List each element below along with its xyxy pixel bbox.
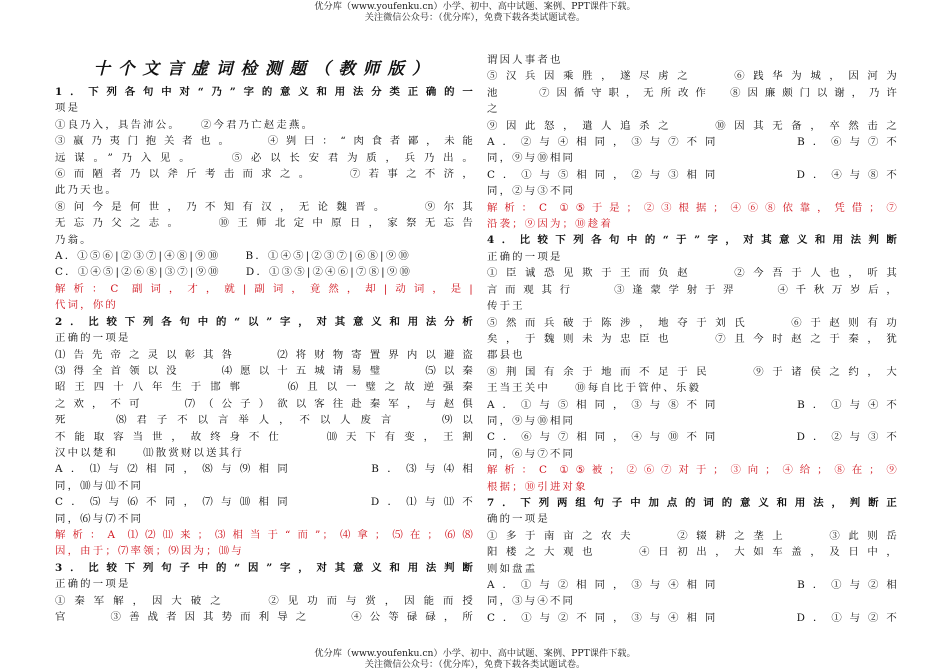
text-line: 昭王四十八年生于邯郸 ⑹且以一璧之故逆强秦	[55, 381, 475, 394]
text-line: 同，⑥与⑦不同	[487, 447, 576, 460]
text-line: ③嬴乃夷门抱关者也。 ④刿曰：“肉食者鄙，未能	[55, 135, 475, 148]
text-line: 同，②与③不同	[487, 185, 576, 198]
left-column	[55, 56, 475, 625]
text-line: 远谋。”乃入见。 ⑤必以长安君为质，兵乃出。	[55, 151, 475, 164]
text-line: ①良乃入，具告沛公。 ②今君乃亡赵走燕。	[55, 118, 315, 131]
answer-analysis-line: 代词，你的	[55, 299, 118, 312]
text-line: ⑨因此怒，遣人追杀之 ⑩因其无备，卒然击之	[487, 119, 899, 132]
text-line: 无忘乃父之志。 ⑩王师北定中原日，家祭无忘告	[55, 217, 475, 230]
answer-analysis-line: 解析：C ①⑤被；②⑥⑦对于；③向；④给；⑧在；⑨	[487, 464, 899, 477]
text-line: C．①与②不同，③与④相同 D．①与②不	[487, 611, 899, 624]
header-line-2: 关注微信公众号：（优分库），免费下载各类试题试卷。	[364, 12, 586, 23]
text-line: A．①与②相同，③与④相同 B．①与②相	[487, 579, 899, 591]
text-line: 项是	[55, 102, 81, 115]
text-line: 死 ⑻君子不以言举人，不以人废言 ⑼以	[55, 414, 475, 427]
text-line: 王当王关中 ⑩每自比于管仲、乐毅	[487, 382, 702, 395]
question-stem-line: 1．下列各句中对“乃”字的意义和用法分类正确的一	[55, 86, 475, 98]
text-line: 之	[487, 103, 500, 116]
text-line: ①臣诚恐见欺于王而负赵 ②今吾于人也，听其	[487, 267, 899, 280]
text-line: ⑴告先帝之灵以彰其咎 ⑵将财物寄置界内以避盗	[55, 348, 475, 361]
question-stem-line: 3．比较下列句子中的“因”字，对其意义和用法判断	[55, 561, 475, 574]
answer-analysis-line: 解析：C ①⑤于是；②③根据；④⑥⑧依靠，凭借；⑦	[487, 201, 899, 214]
question-stem-line: 2．比较下列各句中的“以”字，对其意义和用法分析	[55, 315, 475, 328]
text-line: A．②与④相同，③与⑦不同 B．⑥与⑦不	[487, 136, 899, 149]
answer-analysis-line: 解析：A ⑴⑵⑾来；⑶相当于“而”；⑷拿；⑸在；⑹⑻	[55, 528, 475, 541]
footer-line-1: 优分库（www.youfenku.cn）小学、初中、高中试题、案例、PPT课件下载。	[314, 648, 636, 659]
text-line: C．①④⑤|②⑥⑧|③⑦|⑨⑩ D．①③⑤|②④⑥|⑦⑧|⑨⑩	[55, 266, 413, 279]
right-column-body	[487, 52, 899, 626]
text-line: 传于王	[487, 300, 525, 313]
text-line: 郡县也	[487, 349, 525, 362]
answer-analysis-line: 根据；⑩引进对象	[487, 480, 588, 493]
text-line: 正确的一项是	[55, 578, 131, 591]
text-line: 池 ⑦因循守职，无所改作 ⑧因廉颇门以谢，乃许	[487, 86, 899, 99]
answer-analysis-line: 因，由于；⑺率领；⑼因为；⑽与	[55, 545, 244, 558]
text-line: 正确的一项是	[55, 332, 131, 345]
page-footer-watermark	[0, 648, 950, 670]
text-line: 之欢，不可 ⑺（公子）欲以客往赴秦军，与赵俱	[55, 397, 475, 410]
text-line: 阳楼之大观也 ④日初出，大如车盖，及日中，	[487, 546, 899, 559]
text-line: 此乃天也。	[55, 184, 118, 197]
text-line: 同，⑨与⑩相同	[487, 414, 576, 427]
text-line: ①多于南亩之农夫 ②辍耕之垄上 ③此则岳	[487, 529, 899, 542]
text-line: 谓因人事者也	[487, 54, 563, 66]
text-line: 同，⑽与⑾不同	[55, 479, 144, 492]
answer-analysis-line: 沿袭；⑨因为；⑩趁着	[487, 218, 613, 231]
text-line: 汉中以楚和 ⑾散赏财以送其行	[55, 446, 244, 459]
text-line: 则如盘盂	[487, 562, 538, 575]
header-line-1: 优分库（www.youfenku.cn）小学、初中、高中试题、案例、PPT课件下载。	[314, 1, 636, 12]
text-line: 同，⑹与⑺不同	[55, 512, 144, 525]
text-line: ⑧荆国有余于地而不足于民 ⑨于诸侯之约，大	[487, 365, 899, 378]
document-title: 十个文言虚词检测题（教师版）	[93, 59, 437, 78]
text-line: C．⑸与⑹不同，⑺与⑽相同 D．⑴与⑾不	[55, 496, 475, 509]
text-line: 确的一项是	[487, 513, 550, 526]
text-line: A．⑴与⑵相同，⑻与⑼相同 B．⑶与⑷相	[55, 463, 475, 476]
question-stem-line: 7．下列两组句子中加点的词的意义和用法，判断正	[487, 496, 899, 509]
text-line: 官 ③善战者因其势而利导之 ④公等碌碌，所	[55, 611, 475, 623]
text-line: 不能取容当世，故终身不仕 ⑽天下有变，王割	[55, 430, 475, 443]
page-header-watermark	[0, 1, 950, 23]
answer-analysis-line: 解析：C 副词，才，就|副词，竟然，却|动词，是|	[55, 282, 475, 295]
text-line: 言而观其行 ③逢蒙学射于羿 ④千秋万岁后，	[487, 283, 899, 296]
right-column	[487, 52, 899, 626]
text-line: 矣，于魏则未为忠臣也 ⑦且今时赵之于秦，犹	[487, 332, 899, 345]
text-line: 同，⑨与⑩相同	[487, 152, 576, 165]
text-line: A．①与⑤相同，③与⑧不同 B．①与④不	[487, 398, 899, 411]
footer-line-2: 关注微信公众号：（优分库），免费下载各类试题试卷。	[364, 659, 586, 670]
text-line: 同，③与④不同	[487, 595, 576, 608]
left-column-body	[55, 84, 475, 625]
text-line: ⑤然而兵破于陈涉，地夺于刘氏 ⑥于赵则有功	[487, 316, 899, 329]
text-line: C．⑥与⑦相同，④与⑩不同 D．②与③不	[487, 431, 899, 444]
text-line: A．①⑤⑥|②③⑦|④⑧|⑨⑩ B．①④⑤|②③⑦|⑥⑧|⑨⑩	[55, 250, 411, 263]
text-line: ⑤汉兵因乘胜，遂尽虏之 ⑥践华为城，因河为	[487, 70, 899, 83]
text-line: ⑶得全首领以没 ⑷愿以十五城请易璧 ⑸以秦	[55, 364, 475, 377]
text-line: ①秦军解，因大破之 ②见功而与赏，因能而授	[55, 594, 475, 607]
text-line: 正确的一项是	[487, 250, 563, 263]
text-line: 乃翁。	[55, 233, 93, 246]
text-line: ⑧问今是何世，乃不知有汉，无论魏晋。 ⑨尔其	[55, 200, 475, 213]
text-line: C．①与⑤相同，②与③相同 D．④与⑧不	[487, 168, 899, 181]
question-stem-line: 4．比较下列各句中的“于”字，对其意义和用法判断	[487, 234, 899, 247]
text-line: ⑥而陋者乃以斧斤考击而求之。 ⑦若事之不济，	[55, 168, 475, 181]
